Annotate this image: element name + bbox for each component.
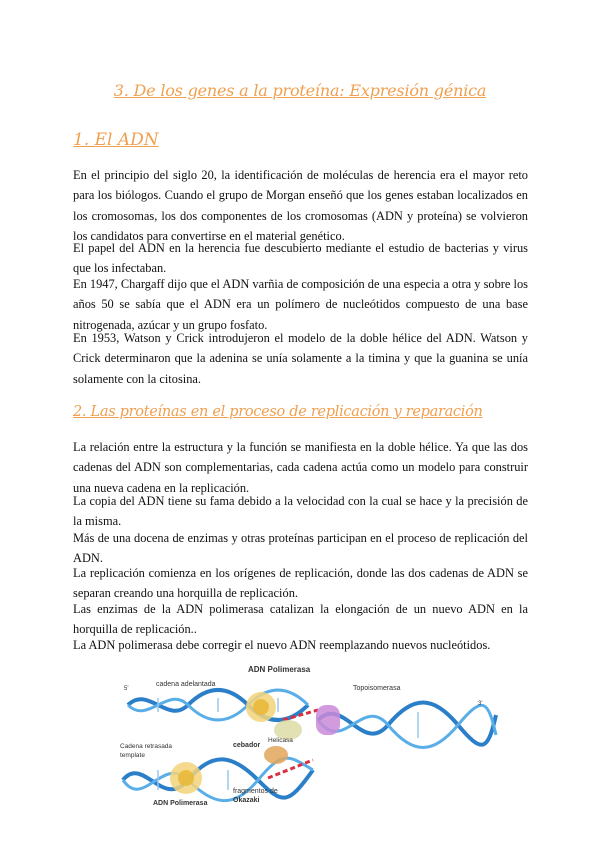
parental-helix-2 [318, 705, 496, 747]
label-helicasa: Helicasa [268, 737, 293, 744]
label-cebador: cebador [233, 742, 261, 749]
paragraph: En el principio del siglo 20, la identificación de moléculas de herencia era el mayor reto para los biólogos. Cuando el grupo de Morgan enseñó que los genes estaban localizados en los cromosomas, los dos componentes de los cromosomas (ADN y proteína) se volvieron los candidatos para convertirse en el material genético. [73, 168, 528, 243]
label-fragmentos: fragmentos de [233, 788, 278, 795]
section-heading-proteinas: 2. Las proteínas en el proceso de replicación y reparación [73, 404, 483, 420]
label-template: template [120, 752, 145, 759]
dna-replication-figure [118, 660, 498, 840]
label-five-prime: 5' [124, 686, 129, 692]
paragraph: En 1947, Chargaff dijo que el ADN varñia de composición de una especia a otra y sobre los años 50 se sabía que el ADN era un polímero de nucleótidos compuesto de una base nitrogenada, azúcar y un grupo fosfato. [73, 277, 528, 332]
lagging-strand-helix [123, 759, 313, 797]
label-polimerasa-top: ADN Polimerasa [248, 665, 311, 674]
paragraph: La copia del ADN tiene su fama debido a la velocidad con la cual se hace y la precisión de la misma. [73, 494, 528, 529]
paragraph: El papel del ADN en la herencia fue descubierto mediante el estudio de bacterias y virus que los infectaban. [73, 241, 528, 276]
topoisomerasa-enzyme [316, 705, 340, 735]
label-polimerasa-bottom: ADN Polimerasa [153, 800, 208, 807]
paragraph: En 1953, Watson y Crick introdujeron el modelo de la doble hélice del ADN. Watson y Crick determinaron que la adenina se unía solamente a la timina y que la guanina se unía solamente con la citosina. [73, 331, 528, 386]
section-heading-adn: 1. El ADN [73, 130, 159, 150]
paragraph: Las enzimas de la ADN polimerasa catalizan la elongación de un nuevo ADN en la horquilla de replicación.. [73, 602, 528, 637]
label-cadena-adelantada: cadena adelantada [156, 681, 216, 688]
paragraph: Más de una docena de enzimas y otras proteínas participan en el proceso de replicación del ADN. [73, 531, 528, 566]
cebador-enzyme [264, 746, 288, 764]
paragraph: La ADN polimerasa debe corregir el nuevo ADN reemplazando nuevos nucleótidos. [73, 638, 491, 652]
label-cadena-retrasada: Cadena retrasada [120, 743, 173, 750]
parental-helix [318, 703, 496, 745]
document-title: 3. De los genes a la proteína: Expresión génica [113, 81, 487, 100]
paragraph: La relación entre la estructura y la función se manifiesta en la doble hélice. Ya que las dos cadenas del ADN son complementarias, cada cadena actúa como un modelo para construir una nueva cadena en la replicación. [73, 440, 528, 495]
label-okazaki: Okazaki [233, 797, 260, 804]
label-three-prime: 3' [478, 701, 483, 707]
paragraph: La replicación comienza en los orígenes de replicación, donde las dos cadenas de ADN se separan creando una horquilla de replicación. [73, 566, 528, 601]
label-topoisomerasa: Topoisomerasa [353, 685, 401, 692]
